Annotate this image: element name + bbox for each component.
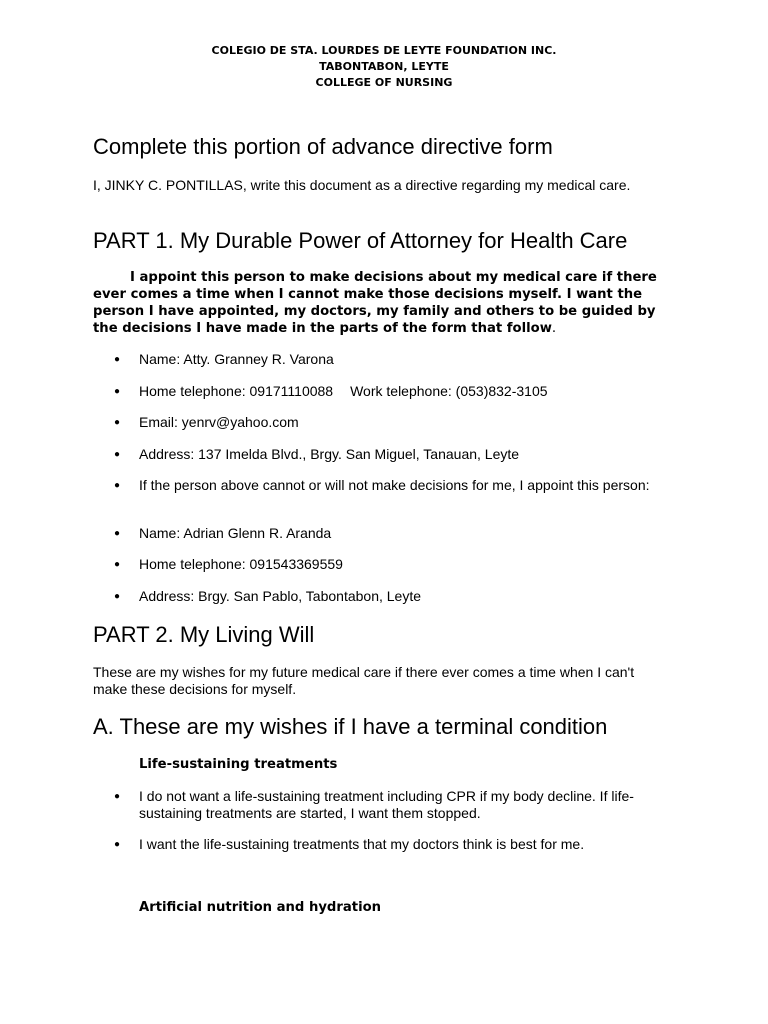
life-sustaining-option-2: I want the life-sustaining treatments that my doctors think is best for me. [139,836,585,852]
part2-title: PART 2. My Living Will [93,622,315,647]
agent-name: Name: Atty. Granney R. Varona [139,351,334,367]
bullet-icon: ● [114,386,121,397]
alternate-agent-name: Name: Adrian Glenn R. Aranda [139,525,332,541]
bullet-icon: ● [114,480,121,491]
bullet-icon: ● [114,791,121,802]
college-name: COLLEGE OF NURSING [315,76,453,89]
bullet-icon: ● [114,839,121,850]
bullet-icon: ● [114,354,121,365]
alternate-agent-address: Address: Brgy. San Pablo, Tabontabon, Leyte [139,588,422,604]
life-sustaining-heading: Life-sustaining treatments [139,757,338,772]
bullet-icon: ● [114,528,121,539]
section-a-title: A. These are my wishes if I have a terminal condition [93,714,608,739]
appointment-statement-end: . [551,321,557,336]
alternate-agent-intro: If the person above cannot or will not make decisions for me, I appoint this person: [139,477,650,493]
life-sustaining-option-1: I do not want a life-sustaining treatment including CPR if my body decline. If life-sustaining treatments are started, I want them stopped. [139,788,634,821]
appointment-statement-text: I appoint this person to make decisions about my medical care if there ever comes a time when I cannot make those decisions myself. I want the person I have appointed, my doctors, my family and others to be guided by the decisions I have made in the parts of the form that follow [93,270,657,336]
bullet-icon: ● [114,417,121,428]
living-will-intro: These are my wishes for my future medical care if there ever comes a time when I can't make these decisions for myself. [93,664,635,697]
alternate-agent-home-phone: Home telephone: 091543369559 [139,556,343,572]
bullet-icon: ● [114,591,121,602]
school-location: TABONTABON, LEYTE [319,60,449,73]
agent-work-phone: Work telephone: (053)832-3105 [350,383,548,399]
agent-address: Address: 137 Imelda Blvd., Brgy. San Miguel, Tanauan, Leyte [139,446,520,462]
school-name: COLEGIO DE STA. LOURDES DE LEYTE FOUNDATION INC. [211,44,557,57]
intro-paragraph: I, JINKY C. PONTILLAS, write this document as a directive regarding my medical care. [93,177,631,193]
nutrition-heading: Artificial nutrition and hydration [139,900,382,915]
bullet-icon: ● [114,449,121,460]
appointment-statement [93,269,683,337]
document-header [0,43,768,91]
form-title: Complete this portion of advance directive form [93,134,553,159]
bullet-icon: ● [114,559,121,570]
agent-email: Email: yenrv@yahoo.com [139,414,299,430]
part1-title: PART 1. My Durable Power of Attorney for Health Care [93,228,628,253]
agent-home-phone: Home telephone: 09171110088 [139,383,334,399]
